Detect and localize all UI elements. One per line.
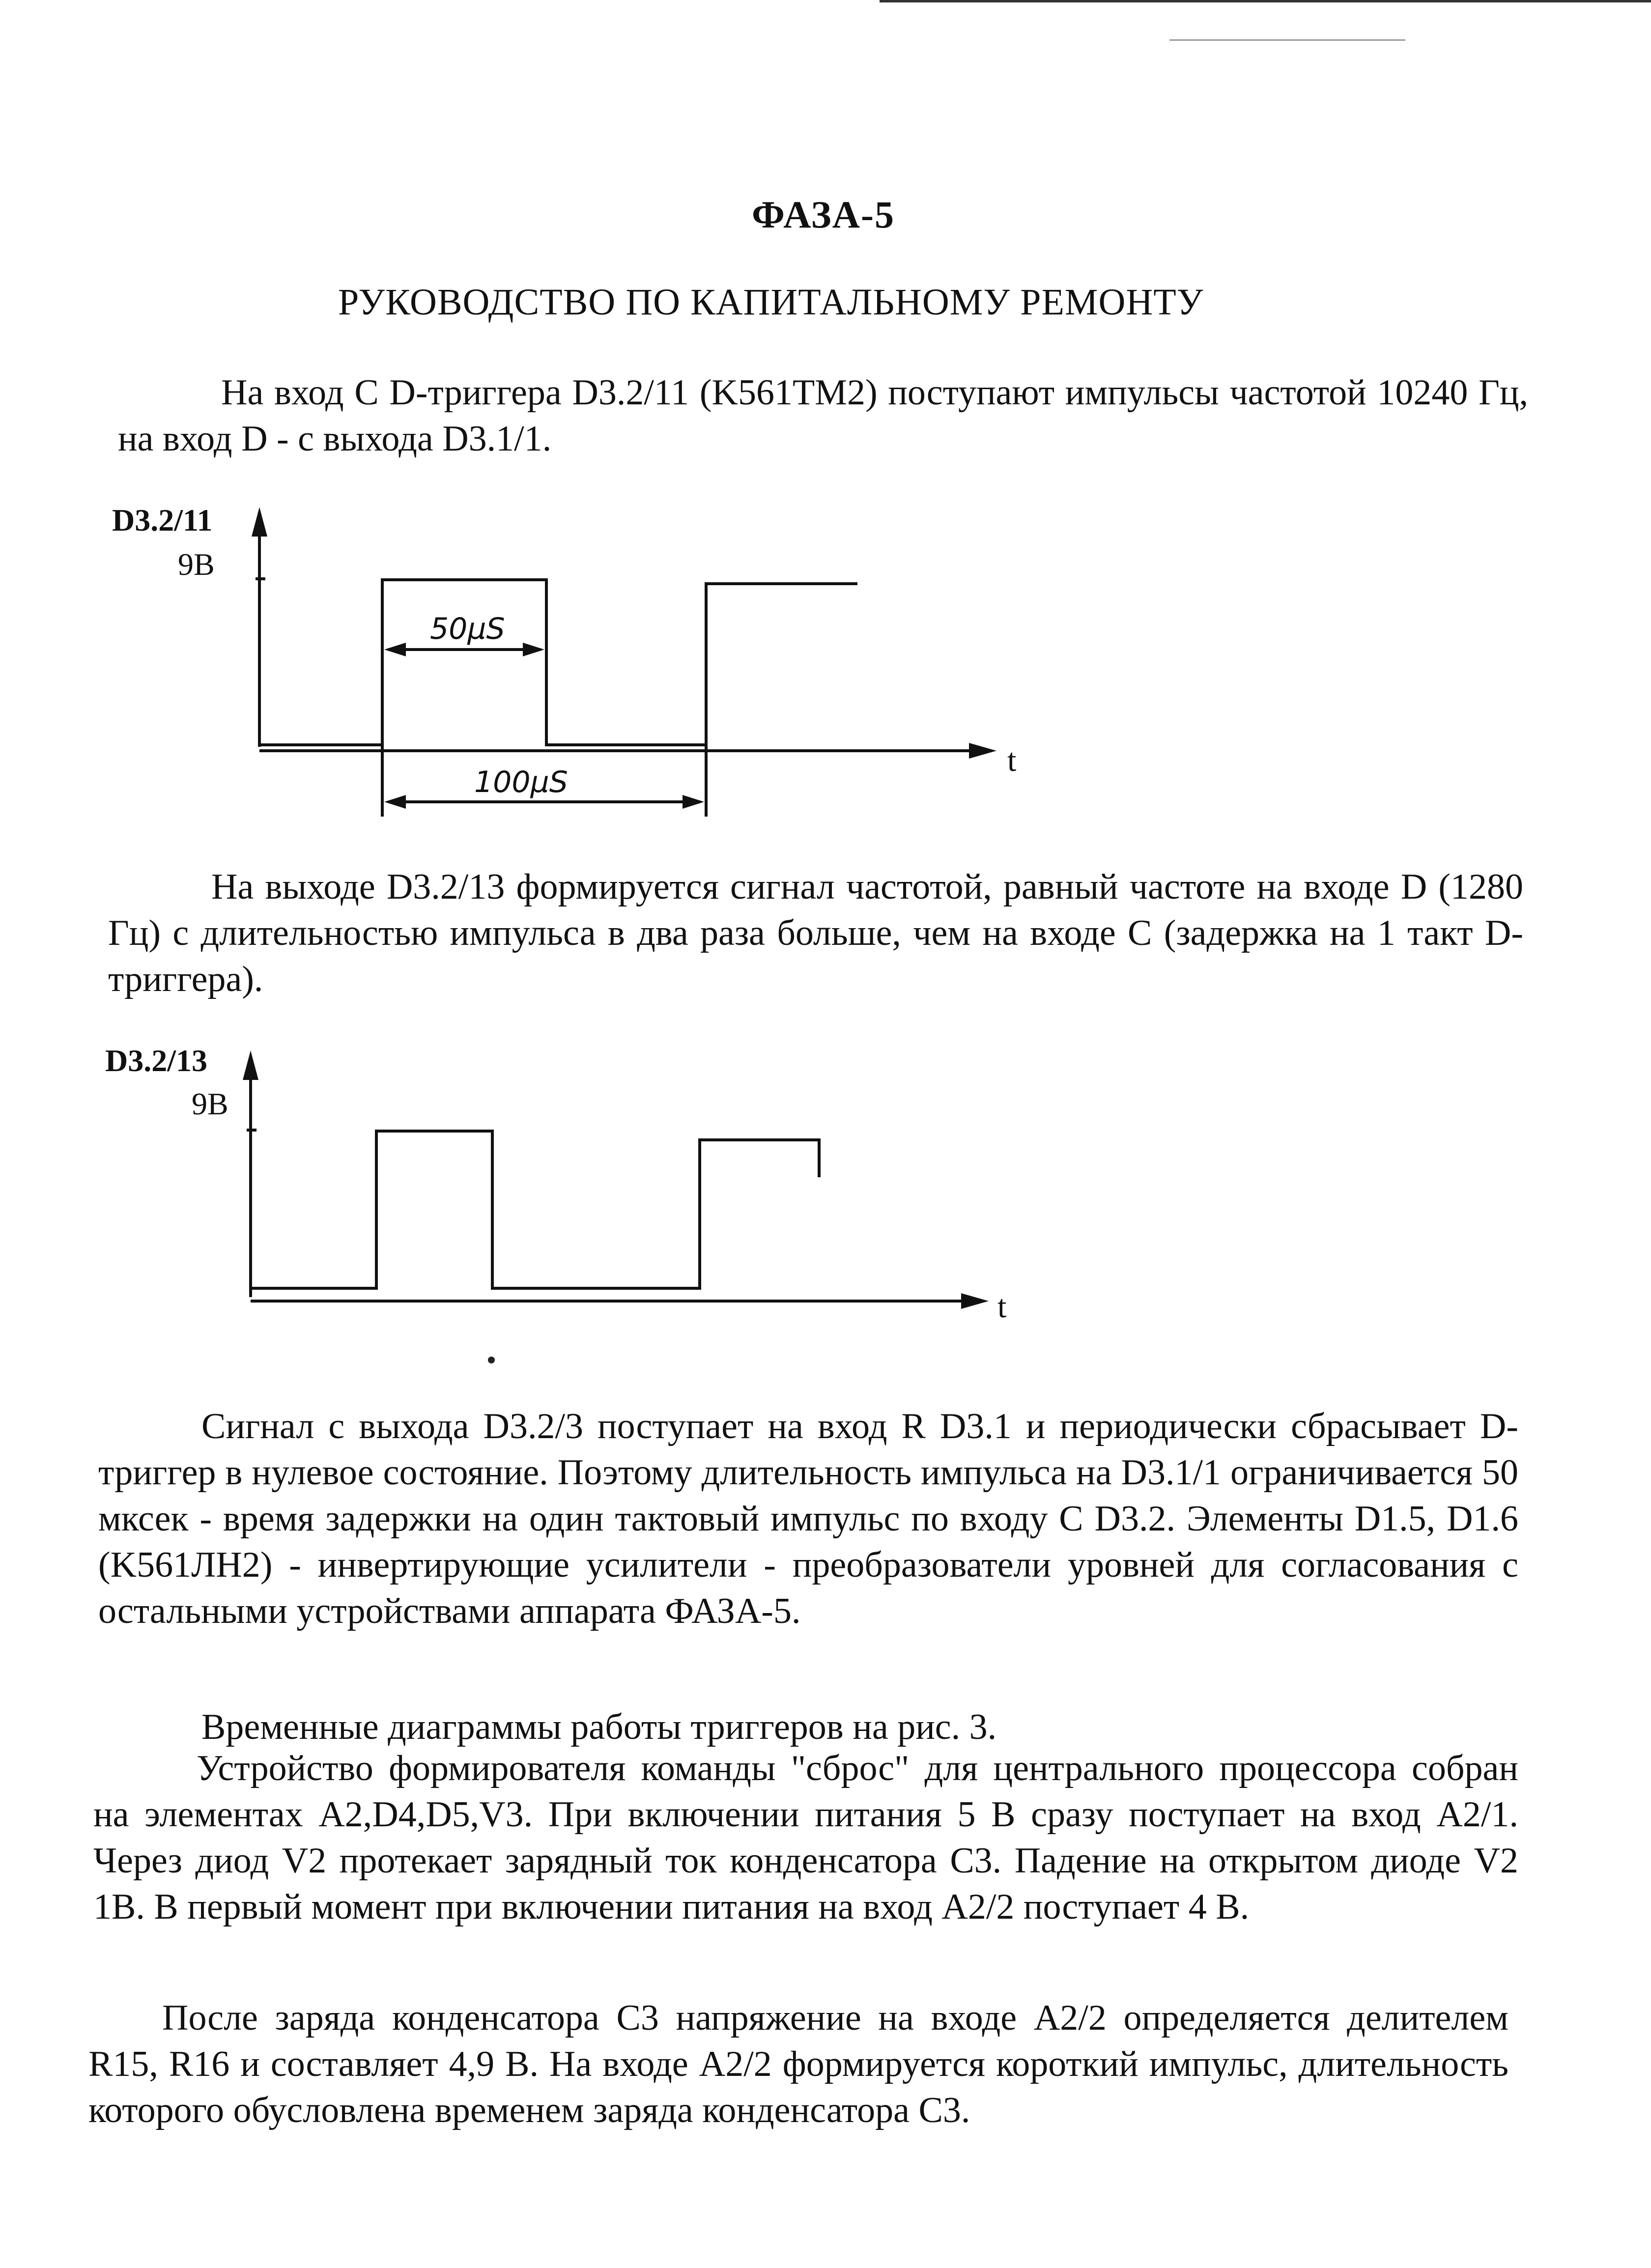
figure-1-time-axis-label: t (1007, 742, 1017, 778)
figure-1-signal-label: D3.2/11 (112, 503, 213, 538)
figure-1-pulse-width-label: 50µS (430, 612, 505, 646)
document-subtitle: РУКОВОДСТВО ПО КАПИТАЛЬНОМУ РЕМОНТУ (338, 282, 1204, 323)
figure-2-x-axis-arrow (961, 1293, 989, 1309)
figure-2-y-axis-arrow (243, 1050, 258, 1080)
figure-2-signal-label: D3.2/13 (105, 1043, 207, 1078)
paragraph-1: На вход C D-триггера D3.2/11 (K561TM2) поступают импульсы частотой 10240 Гц, на вход D - с выхода D3.1/1. (118, 372, 1528, 459)
paragraph-2: На выходе D3.2/13 формируется сигнал частотой, равный частоте на входе D (1280 Гц) с длительностью импульса в два раза больше, чем на входе C (задержка на 1 такт D-триггера). (108, 867, 1523, 999)
document-title: ФАЗА-5 (752, 193, 895, 236)
figure-1-voltage-label: 9В (178, 547, 215, 582)
paragraph-6: После заряда конденсатора C3 напряжение на входе A2/2 определяется делителем R15, R16 и составляет 4,9 В. На входе A2/2 формируется короткий импульс, длительность которого обусловлена временем заряда конденсатора C3. (88, 1998, 1509, 2130)
figure-2-waveform (251, 1131, 819, 1288)
figure-2-voltage-label: 9В (192, 1086, 228, 1121)
figure-2-time-axis-label: t (997, 1289, 1007, 1325)
scan-speck (488, 1357, 495, 1363)
paragraph-3: Сигнал с выхода D3.2/3 поступает на вход R D3.1 и периодически сбрасывает D-триггер в нулевое состояние. Поэтому длительность импульса на D3.1/1 ограничивается 50 мксек - время задержки на один тактовый импульс по входу C D3.2. Элементы D1.5, D1.6 (K561ЛН2) - инвертирующие усилители - преобразователи уровней для согласования с остальными устройствами аппарата ФАЗА-5. (98, 1406, 1518, 1631)
figure-1-period-label: 100µS (474, 765, 568, 799)
paragraph-4: Временные диаграммы работы триггеров на рис. 3. (201, 1707, 997, 1747)
paragraph-5: Устройство формирователя команды "сброс" для центрального процессора собран на элементах A2,D4,D5,V3. При включении питания 5 В сразу поступает на вход A2/1. Через диод V2 протекает зарядный ток конденсатора C3. Падение на открытом диоде V2 1В. В первый момент при включении питания на вход A2/2 поступает 4 В. (93, 1748, 1518, 1927)
